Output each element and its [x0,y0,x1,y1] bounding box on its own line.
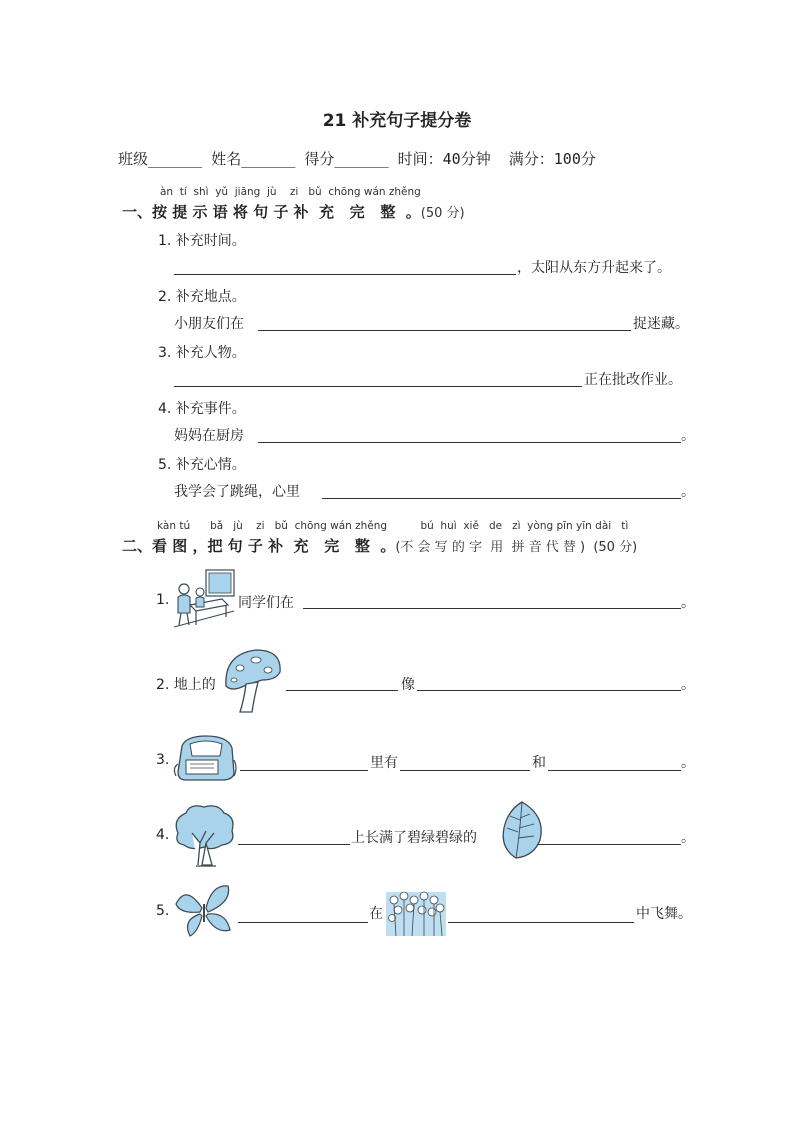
answer-blank[interactable] [400,770,530,771]
answer-blank[interactable] [258,330,631,331]
question-number: 5. [156,903,170,919]
answer-blank[interactable] [238,922,368,923]
question-number: 1. [156,592,170,608]
answer-blank[interactable] [417,690,681,691]
answer-blank[interactable] [258,442,681,443]
answer-blank[interactable] [174,386,582,387]
answer-blank[interactable] [548,770,681,771]
section1-score: (50 分) [420,206,465,221]
butterfly-icon [172,880,236,940]
question-label: 4. 补充事件。 [158,401,246,417]
schoolbag-icon [172,734,238,782]
student-info-line: 班级______ 姓名______ 得分______ 时间：40分钟 满分：100分 [118,150,596,168]
question-number: 3. [156,752,170,768]
question-label: 1. 补充时间。 [158,233,246,249]
sentence-prefix: 我学会了跳绳，心里 [174,484,300,500]
sentence-suffix: 。 [681,677,695,693]
section2-note: (不 会 写 的 字 用 拼 音 代 替 ) (50 分) [395,540,638,555]
question-label: 2. 补充地点。 [158,289,246,305]
sentence-prefix: 妈妈在厨房 [174,428,244,444]
answer-blank[interactable] [238,844,350,845]
section2-heading-text: 二、看 图 ，把 句 子 补 充 完 整 。 [122,537,396,555]
question-number: 2. 地上的 [156,677,216,693]
question-number: 4. [156,827,170,843]
answer-blank[interactable] [240,770,368,771]
sentence-suffix: 。 [681,830,695,846]
sentence-suffix: 正在批改作业。 [584,372,682,388]
answer-blank[interactable] [174,274,516,275]
section1-pinyin: àn tí shì yǔ jiāng jù zi bǔ chōng wán zhěng [160,186,421,198]
question-label: 3. 补充人物。 [158,345,246,361]
sentence-suffix: ，太阳从东方升起来了。 [517,260,671,276]
sentence-text: 里有 [370,755,398,771]
question-label: 5. 补充心情。 [158,457,246,473]
tree-icon [172,803,236,867]
sentence-suffix: 。 [681,755,695,771]
section1-heading [122,201,465,222]
sentence-text: 在 [369,906,383,922]
answer-blank[interactable] [303,608,681,609]
answer-blank[interactable] [448,922,634,923]
mushroom-icon [222,646,284,716]
page-title: 21 补充句子提分卷 [322,111,472,131]
answer-blank[interactable] [322,498,681,499]
sentence-suffix: 。 [681,428,695,444]
section2-pinyin: kàn tú bǎ jù zi bǔ chōng wán zhěng bú huì xiě de zì yòng pīn yīn dài tì [157,520,629,532]
sentence-text: 像 [401,677,415,693]
sentence-suffix: 中飞舞。 [636,906,692,922]
sentence-suffix: 。 [681,595,695,611]
answer-blank[interactable] [537,844,681,845]
section2-heading [122,535,637,556]
leaf-icon [496,798,548,862]
sentence-prefix: 小朋友们在 [174,316,244,332]
answer-blank[interactable] [286,690,398,691]
section1-heading-text: 一、按 提 示 语 将 句 子 补 充 完 整 。 [122,203,421,221]
flower-field-icon [384,884,448,938]
sentence-suffix: 。 [681,484,695,500]
sentence-text: 和 [532,755,546,771]
sentence-suffix: 捉迷藏。 [633,316,689,332]
sentence-text: 同学们在 [238,595,294,611]
classroom-scene-icon [170,567,236,631]
sentence-text: 上长满了碧绿碧绿的 [351,830,477,846]
